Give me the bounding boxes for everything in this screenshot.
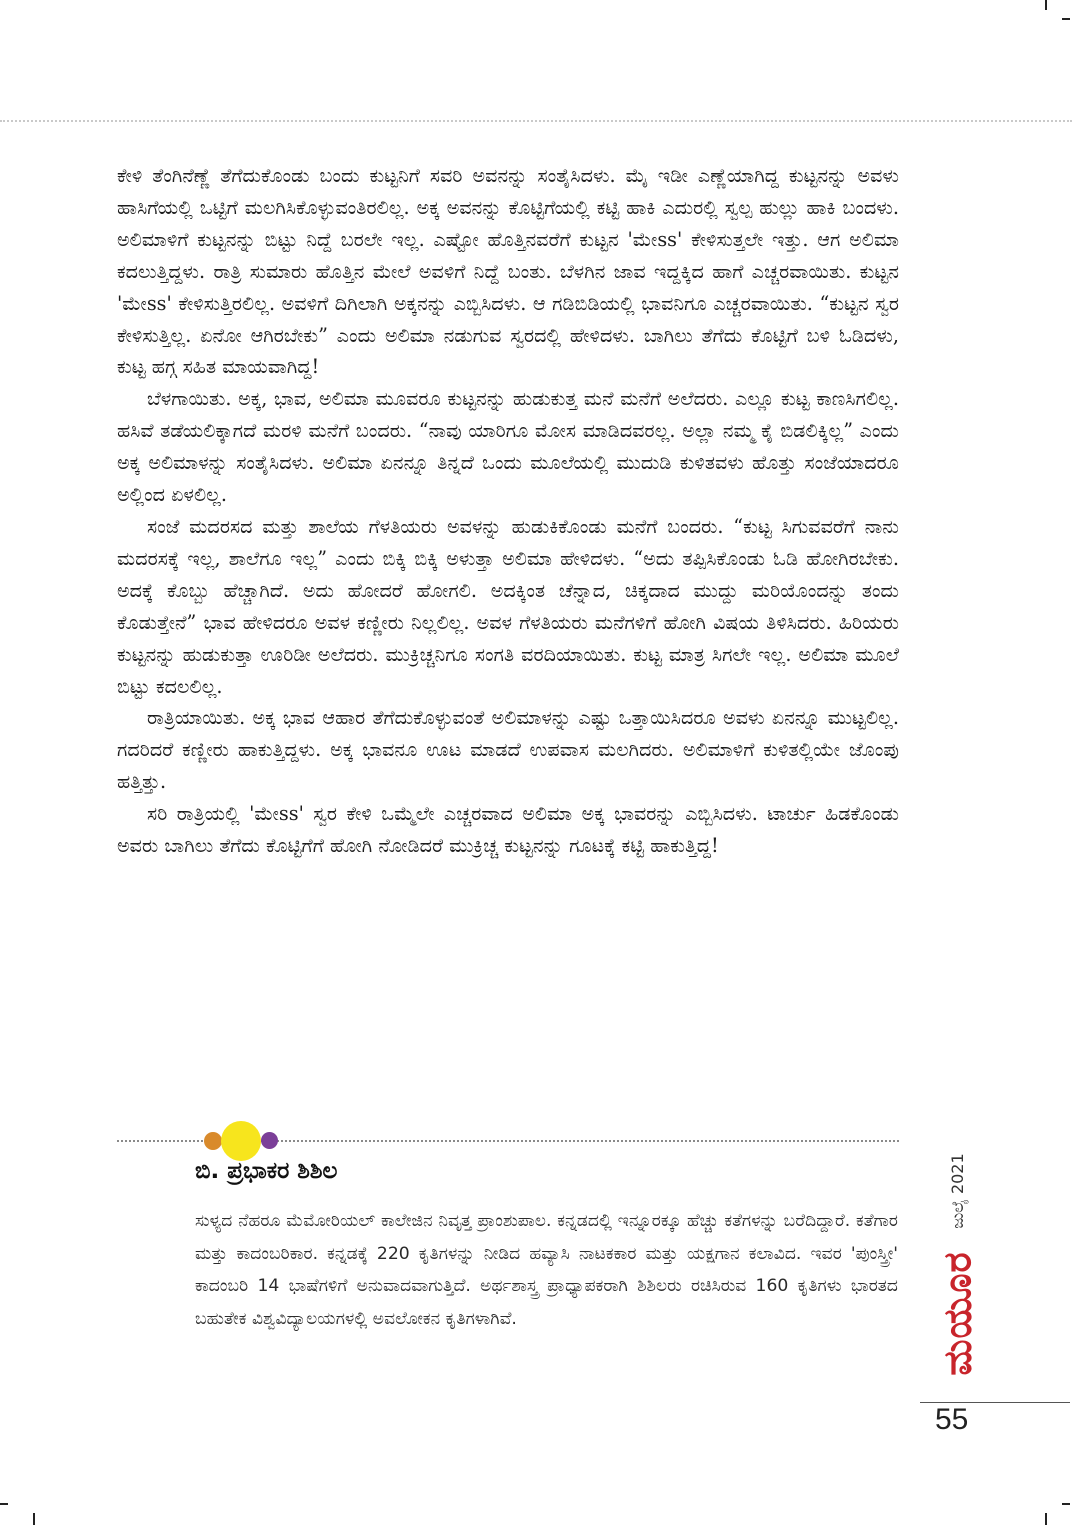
author-bio: ಸುಳ್ಯದ ನೆಹರೂ ಮೆಮೋರಿಯಲ್ ಕಾಲೇಜಿನ ನಿವೃತ್ತ ಪ್ರಾಂಶುಪಾಲ. ಕನ್ನಡದಲ್ಲಿ ಇನ್ನೂರಕ್ಕೂ ಹೆಚ್ಚು ಕತೆಗಳನ್ನು ಬರೆದಿದ್ದಾರೆ. ಕತೆಗಾರ ಮತ್ತು ಕಾದಂಬರಿಕಾರ. ಕನ್ನಡಕ್ಕೆ 220 ಕೃತಿಗಳನ್ನು ನೀಡಿದ ಹವ್ಯಾಸಿ ನಾಟಕಕಾರ ಮತ್ತು ಯಕ್ಷಗಾನ ಕಲಾವಿದ. ಇವರ 'ಪುಂಸ್ತ್ರೀ' ಕಾದಂಬರಿ 14 ಭಾಷೆಗಳಿಗೆ ಅನುವಾದವಾಗುತ್ತಿದೆ. ಅರ್ಥಶಾಸ್ತ್ರ ಪ್ರಾಧ್ಯಾಪಕರಾಗಿ ಶಿಶಿಲರು ರಚಿಸಿರುವ 160 ಕೃತಿಗಳು ಭಾರತದ ಬಹುತೇಕ ವಿಶ್ವವಿದ್ಯಾಲಯಗಳಲ್ಲಿ ಅವಲೋಕನ ಕೃತಿಗಳಾಗಿವೆ. <box>195 1211 898 1330</box>
crop-mark-right-top <box>1062 18 1070 20</box>
story-paragraph: ಬೆಳಗಾಯಿತು. ಅಕ್ಕ, ಭಾವ, ಅಲಿಮಾ ಮೂವರೂ ಕುಟ್ಟನನ್ನು ಹುಡುಕುತ್ತ ಮನೆ ಮನೆಗೆ ಅಲೆದರು. ಎಲ್ಲೂ ಕುಟ್ಟ ಕಾಣಸಿಗಲಿಲ್ಲ. ಹಸಿವೆ ತಡೆಯಲಿಕ್ಕಾಗದೆ ಮರಳಿ ಮನೆಗೆ ಬಂದರು. “ನಾವು ಯಾರಿಗೂ ಮೋಸ ಮಾಡಿದವರಲ್ಲ. ಅಲ್ಲಾ ನಮ್ಮ ಕೈ ಬಿಡಲಿಕ್ಕಿಲ್ಲ” ಎಂದು ಅಕ್ಕ ಅಲಿಮಾಳನ್ನು ಸಂತೈಸಿದಳು. ಅಲಿಮಾ ಏನನ್ನೂ ತಿನ್ನದೆ ಒಂದು ಮೂಲೆಯಲ್ಲಿ ಮುದುಡಿ ಕುಳಿತವಳು ಹೊತ್ತು ಸಂಜೆಯಾದರೂ ಅಲ್ಲಿಂದ ಏಳಲಿಲ್ಲ. <box>117 387 899 507</box>
yellow-dot <box>221 1121 261 1161</box>
crop-mark-bottom-right <box>1045 1513 1047 1525</box>
page-number: 55 <box>935 1403 969 1436</box>
purple-dot <box>261 1132 278 1149</box>
magazine-logo: ಮಯೂರ <box>935 1251 980 1376</box>
issue-date: ಜುಲೈ 2021 <box>948 1153 967 1229</box>
orange-dot <box>204 1132 222 1150</box>
story-paragraph: ಕೇಳಿ ತೆಂಗಿನೆಣ್ಣೆ ತೆಗೆದುಕೊಂಡು ಬಂದು ಕುಟ್ಟನಿಗೆ ಸವರಿ ಅವನನ್ನು ಸಂತೈಸಿದಳು. ಮೈ ಇಡೀ ಎಣ್ಣೆಯಾಗಿದ್ದ ಕುಟ್ಟನನ್ನು ಅವಳು ಹಾಸಿಗೆಯಲ್ಲಿ ಒಟ್ಟಿಗೆ ಮಲಗಿಸಿಕೊಳ್ಳುವಂತಿರಲಿಲ್ಲ. ಅಕ್ಕ ಅವನನ್ನು ಕೊಟ್ಟಿಗೆಯಲ್ಲಿ ಕಟ್ಟಿ ಹಾಕಿ ಎದುರಲ್ಲಿ ಸ್ವಲ್ಪ ಹುಲ್ಲು ಹಾಕಿ ಬಂದಳು. ಅಲಿಮಾಳಿಗೆ ಕುಟ್ಟನನ್ನು ಬಿಟ್ಟು ನಿದ್ದೆ ಬರಲೇ ಇಲ್ಲ. ಎಷ್ಟೋ ಹೊತ್ತಿನವರೆಗೆ ಕುಟ್ಟನ 'ಮೇss' ಕೇಳಿಸುತ್ತಲೇ ಇತ್ತು. ಆಗ ಅಲಿಮಾ ಕದಲುತ್ತಿದ್ದಳು. ರಾತ್ರಿ ಸುಮಾರು ಹೊತ್ತಿನ ಮೇಲೆ ಅವಳಿಗೆ ನಿದ್ದೆ ಬಂತು. ಬೆಳಗಿನ ಜಾವ ಇದ್ದಕ್ಕಿದ ಹಾಗೆ ಎಚ್ಚರವಾಯಿತು. ಕುಟ್ಟನ 'ಮೇss' ಕೇಳಿಸುತ್ತಿರಲಿಲ್ಲ. ಅವಳಿಗೆ ದಿಗಿಲಾಗಿ ಅಕ್ಕನನ್ನು ಎಬ್ಬಿಸಿದಳು. ಆ ಗಡಿಬಿಡಿಯಲ್ಲಿ ಭಾವನಿಗೂ ಎಚ್ಚರವಾಯಿತು. “ಕುಟ್ಟನ ಸ್ವರ ಕೇಳಿಸುತ್ತಿಲ್ಲ. ಏನೋ ಆಗಿರಬೇಕು” ಎಂದು ಅಲಿಮಾ ನಡುಗುವ ಸ್ವರದಲ್ಲಿ ಹೇಳಿದಳು. ಬಾಗಿಲು ತೆಗೆದು ಕೊಟ್ಟಿಗೆ ಬಳಿ ಓಡಿದಳು, ಕುಟ್ಟ ಹಗ್ಗ ಸಹಿತ ಮಾಯವಾಗಿದ್ದ! <box>117 164 899 379</box>
crop-mark-top <box>1045 0 1047 10</box>
story-paragraph: ಸರಿ ರಾತ್ರಿಯಲ್ಲಿ 'ಮೇss' ಸ್ವರ ಕೇಳಿ ಒಮ್ಮೆಲೇ ಎಚ್ಚರವಾದ ಅಲಿಮಾ ಅಕ್ಕ ಭಾವರನ್ನು ಎಬ್ಬಿಸಿದಳು. ಟಾರ್ಚು ಹಿಡಕೊಂಡು ಅವರು ಬಾಗಿಲು ತೆಗೆದು ಕೊಟ್ಟಿಗೆಗೆ ಹೋಗಿ ನೋಡಿದರೆ ಮುಕ್ರಿಚ್ಚ ಕುಟ್ಟನನ್ನು ಗೂಟಕ್ಕೆ ಕಟ್ಟಿ ಹಾಕುತ್ತಿದ್ದ! <box>117 802 899 858</box>
top-dotted-rule <box>0 120 1072 122</box>
author-name: ಬಿ. ಪ್ರಭಾಕರ ಶಿಶಿಲ <box>195 1158 338 1184</box>
crop-mark-bottom-left <box>33 1513 35 1525</box>
story-text <box>117 160 899 862</box>
story-paragraph: ಸಂಜೆ ಮದರಸದ ಮತ್ತು ಶಾಲೆಯ ಗೆಳತಿಯರು ಅವಳನ್ನು ಹುಡುಕಿಕೊಂಡು ಮನೆಗೆ ಬಂದರು. “ಕುಟ್ಟ ಸಿಗುವವರೆಗೆ ನಾನು ಮದರಸಕ್ಕೆ ಇಲ್ಲ, ಶಾಲೆಗೂ ಇಲ್ಲ” ಎಂದು ಬಿಕ್ಕಿ ಬಿಕ್ಕಿ ಅಳುತ್ತಾ ಅಲಿಮಾ ಹೇಳಿದಳು. “ಅದು ತಪ್ಪಿಸಿಕೊಂಡು ಓಡಿ ಹೋಗಿರಬೇಕು. ಅದಕ್ಕೆ ಕೊಬ್ಬು ಹೆಚ್ಚಾಗಿದೆ. ಅದು ಹೋದರೆ ಹೋಗಲಿ. ಅದಕ್ಕಿಂತ ಚೆನ್ನಾದ, ಚಿಕ್ಕದಾದ ಮುದ್ದು ಮರಿಯೊಂದನ್ನು ತಂದು ಕೊಡುತ್ತೇನೆ” ಭಾವ ಹೇಳಿದರೂ ಅವಳ ಕಣ್ಣೀರು ನಿಲ್ಲಲಿಲ್ಲ. ಅವಳ ಗೆಳತಿಯರು ಮನೆಗಳಿಗೆ ಹೋಗಿ ವಿಷಯ ತಿಳಿಸಿದರು. ಹಿರಿಯರು ಕುಟ್ಟನನ್ನು ಹುಡುಕುತ್ತಾ ಊರಿಡೀ ಅಲೆದರು. ಮುಕ್ರಿಚ್ಚನಿಗೂ ಸಂಗತಿ ವರದಿಯಾಯಿತು. ಕುಟ್ಟ ಮಾತ್ರ ಸಿಗಲೇ ಇಲ್ಲ. ಅಲಿಮಾ ಮೂಲೆ ಬಿಟ್ಟು ಕದಲಲಿಲ್ಲ. <box>117 514 899 698</box>
story-paragraph: ರಾತ್ರಿಯಾಯಿತು. ಅಕ್ಕ ಭಾವ ಆಹಾರ ತೆಗೆದುಕೊಳ್ಳುವಂತೆ ಅಲಿಮಾಳನ್ನು ಎಷ್ಟು ಒತ್ತಾಯಿಸಿದರೂ ಅವಳು ಏನನ್ನೂ ಮುಟ್ಟಲಿಲ್ಲ. ಗದರಿದರೆ ಕಣ್ಣೀರು ಹಾಕುತ್ತಿದ್ದಳು. ಅಕ್ಕ ಭಾವನೂ ಊಟ ಮಾಡದೆ ಉಪವಾಸ ಮಲಗಿದರು. ಅಲಿಮಾಳಿಗೆ ಕುಳಿತಲ್ಲಿಯೇ ಜೊಂಪು ಹತ್ತಿತ್ತು. <box>117 706 899 794</box>
crop-mark-left-bottom <box>0 1503 8 1505</box>
crop-mark-right-bottom <box>1062 1503 1070 1505</box>
